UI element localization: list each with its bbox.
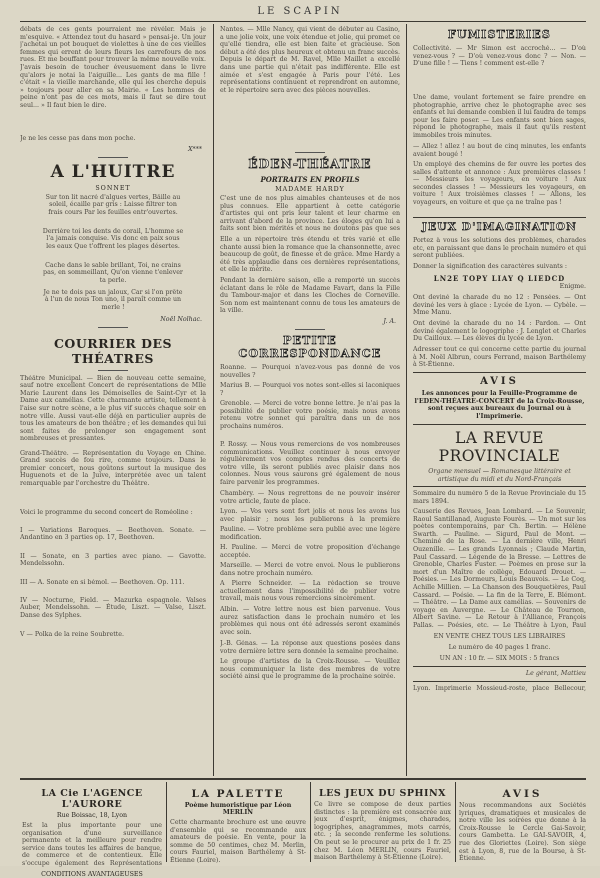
fumisteries-text: Collectivité. — Mr Simon est accroché... — D'où venez-vous ? — D'où venez-vous donc ? — Non. — D'une fille ! — Tiens ! comment est-elle ? bbox=[413, 45, 586, 68]
jeux-text: Ont deviné la charade du no 14 : Pardon. — Ont deviné également le logogriphe : J. Lenglet et Charles Du Cailloux. — Les élèves du lycée de Lyon. bbox=[413, 320, 586, 343]
correspondance-item: J.-B. Génas. — La réponse aux questions posées dans votre dernière lettre sera donnée la semaine prochaine. bbox=[220, 640, 400, 655]
middle-top-text: Nantes. — Mlle Nancy, qui vient de débuter au Casino, a une jolie voix, une voix étendue et jolie, qui promet ce qu'elle tiendra, elle est bien faite et gracieuse. Son début a été des plus heureux et obtenu un franc succès. Depuis le départ de M. Ravel, Mlle Maillet a excellé dans une partie qui n'était pas indifférente. Elle est aimée et s'est engagée à Paris pour l'été. Les représentations continuent et reprendront en automne, et le répertoire sera avec des pièces nouvelles. bbox=[220, 26, 400, 94]
ad-palette-title: LA PALETTE bbox=[191, 788, 285, 800]
correspondance-item: A Pierre Schneider. — La rédaction se trouve actuellement dans l'impossibilité de publier votre travail, mais nous vous remercions sincèrement. bbox=[220, 580, 400, 603]
poem-stanza: Je ne te dois pas un jaloux, Car si l'on prête à l'un de nous Ton uno, il paraît comme un merle ! bbox=[43, 288, 183, 311]
fumisteries-text: Une dame, voulant fortement se faire prendre en photographie, arrive chez le photographe avec ses enfants et lui demande combien il lui faudra de temps pour les faire poser. — Les enfants sont bien sages, répond le photographe, mais il faut qu'ils restent immobiles trois minutes. bbox=[413, 94, 586, 139]
ad-aurore-address: Rue Boissac, 18, Lyon bbox=[56, 812, 128, 819]
ad-aurore bbox=[22, 786, 162, 878]
ad-aurore-text: Est la plus importante pour une organisation d'une surveillance permanente et la meilleure pour rendre service dans toutes les affaires de banque, de commerce et de contentieux. Elle s'occupe également des Représentations bbox=[22, 822, 162, 867]
section-rule bbox=[413, 372, 586, 373]
intro-text: débats de ces gents pourraient me révéler. Mais je m'esquive. « Attendez tout du hasard » pensai-je. Un jour j'achetai un pot bouquet de violettes à une de ces vieilles femmes qui errent de leurs fleurs les carrefours de nos rues. Et me bouffant pour trouver la même nouvelle voix. J'avais besoin de toucher éveusuement dans le livre qu'alors je notai la l'aiguille... Les gants de ma fille ! c'était « la vieille marchande, elle qui les cherche depuis » toujours pour aller en sa Mairie. « Les hommes de peine n'ont pas de ces mots, mais il faut se dire tout seul... » Il faut bien le dire. bbox=[20, 26, 206, 109]
jeux-text: Portez à vous les solutions des problèmes, charades etc, en paraissant que dans le prochain numéro et qui seront publiées. bbox=[413, 237, 586, 260]
revue-subtitle: Organe mensuel — Romanesque littéraire et artistique du midi et du Nord-Français bbox=[428, 468, 571, 483]
correspondance-item: Grenoble. — Merci de votre bonne lettre. Je n'ai pas la possibilité de publier votre poésie, mais nous avons retenu votre sonnet qui paraîtra dans un de nos prochains numéros. bbox=[220, 400, 400, 430]
correspondance-item: Albin. — Votre lettre nous est bien parvenue. Vous aurez satisfaction dans le prochain numéro et les problèmes qui nous ont été adressés seront examinés avec soin. bbox=[220, 606, 400, 636]
jeux-text: Donner la signification des caractères suivants : bbox=[413, 263, 568, 270]
section-rule bbox=[413, 424, 586, 425]
eden-name: MADAME HARDY bbox=[275, 186, 345, 193]
poem-stanza: Derrière toi les dents de corail, L'homme se l'a jamais conquise. Vis donc en paix sous les eaux Que t'offrent les plages désertes. bbox=[42, 227, 184, 250]
correspondance-item: Roanne. — Pourquoi n'avez-vous pas donné de vos nouvelles ? bbox=[220, 364, 400, 379]
ad-avis-title: AVIS bbox=[502, 788, 543, 800]
running-title: LE SCAPIN bbox=[257, 6, 343, 17]
separator bbox=[98, 327, 128, 328]
poem-stanza: Cache dans le sable brillant, Toi, ne crains pas, en sommeillant, Qu'on vienne t'enlever ta perle. bbox=[43, 261, 183, 284]
correspondance-item: Lyon. — Vos vers sont fort jolis et nous les avons lus avec plaisir ; nous les publierons à la première bbox=[220, 508, 400, 523]
avis-title: AVIS bbox=[480, 376, 519, 387]
correspondance-item: Marseille. — Merci de votre envoi. Nous le publierons dans notre prochain numéro. bbox=[220, 562, 400, 577]
ad-divider bbox=[166, 782, 167, 862]
ad-sphinx-text: Ce livre se compose de deux parties distinctes : la première est consacrée aux jeux d'esprit, énigmes, charades, logogriphes, anagrammes, mots carrés, etc. ; la seconde renferme les solutions. On peut se le procurer au prix de 1 fr. 25 chez M. Léon MERLIN, cours Fauriel, maison Barthélemy à St-Étienne (Loire). bbox=[314, 801, 451, 862]
ad-sphinx bbox=[314, 786, 451, 865]
ad-avis bbox=[459, 786, 586, 866]
ad-divider bbox=[455, 782, 456, 862]
eden-signature: J. A. bbox=[383, 318, 396, 325]
correspondance-item: P. Rossy. — Nous vous remercions de vos nombreuses communications. Veuillez continuer à nous envoyer régulièrement vos comptes rendus des concerts de votre ville, ils seront publiés avec plaisir dans nos colonnes. Nous vous saurons gré également de nous faire parvenir les programmes. bbox=[220, 441, 400, 486]
imprint: Lyon. Imprimerie Mossieud-roste, place Bellecour, bbox=[413, 685, 586, 692]
revue-sale: EN VENTE CHEZ TOUS LES LIBRAIRES bbox=[433, 633, 566, 640]
separator bbox=[295, 329, 325, 330]
ad-aurore-footer: CONDITIONS AVANTAGEUSES bbox=[41, 871, 143, 878]
program-item: I — Variations Baroques. — Beethoven. Sonate. — Andantino en 3 parties op. 17, Beethoven. bbox=[20, 526, 206, 542]
section-rule bbox=[413, 681, 586, 682]
jeux-code-label: Énigme. bbox=[559, 283, 586, 290]
ad-sphinx-title: LES JEUX DU SPHINX bbox=[318, 788, 447, 799]
eden-paragraph: Pendant la dernière saison, elle a remporté un succès éclatant dans le rôle de Madame Favart, dans la Fille du Tambour-major et dans les Cloches de Corneville. Son nom est maintenant connu de tous les amateurs de la ville. bbox=[220, 277, 400, 315]
courrier-paragraph: Voici le programme du second concert de Roméoline : bbox=[20, 508, 193, 516]
correspondance-item: Marius B. — Pourquoi vos notes sont-elles si laconiques ? bbox=[220, 382, 400, 397]
jeux-code: LN2E TOPY LIAY Q LIEDCD bbox=[433, 274, 566, 283]
ads-top-rule bbox=[20, 778, 586, 780]
intro-end: Je ne les cesse pas dans mon poche. bbox=[20, 135, 136, 142]
poem-stanza: Sur ton lit nacré d'algues vertes, Bâille au soleil, écaille par gris : Laisse filtrer ton frais cours Par les feuilles entr'ouvertes. bbox=[45, 193, 181, 216]
jeux-title: JEUX D'IMAGINATION bbox=[421, 221, 578, 233]
fumisteries-text: Un employé des chemins de fer ouvre les portes des salles d'attente et annonce : Aux premières classes ! — Messieurs les voyageurs, en voiture ! Aux secondes classes ! — Messieurs les voyageurs, en voiture ! Aux troisièmes classes ! — Allons, les voyageurs, en voiture et que ça ne traîne pas ! bbox=[413, 161, 586, 206]
revue-text: Sommaire du numéro 5 de la Revue Provinciale du 15 mars 1894. bbox=[413, 490, 586, 505]
correspondance-item: Le groupe d'artistes de la Croix-Rousse. — Veuillez nous communiquer la liste des membres de votre société ainsi que le programme de la prochaine soirée. bbox=[220, 658, 400, 681]
poem-subtitle: SONNET bbox=[95, 184, 131, 192]
correspondance-title: PETITE CORRESPONDANCE bbox=[238, 334, 382, 360]
program-item: III — A. Sonate en si bémol. — Beethoven. Op. 111. bbox=[20, 578, 185, 586]
courrier-paragraph: Théâtre Municipal. — Bien de nouveau cette semaine, sauf notre excellent Concert de représentations de Mlle Marie Laurent dans les Démoiselles de Saint-Cyr et la Dame aux camélias. Cette charmante artiste, tellement à l'aise sur notre scène, a le plus vif succès chaque soir en notre ville. Aussi vaut-elle déjà en particulier auprès de tous les amateurs de bon théâtre ; et les demandes qui lui sont faites de prolonger son engagement sont nombreuses et pressantes. bbox=[20, 374, 206, 443]
separator bbox=[98, 370, 128, 371]
column-divider bbox=[213, 24, 214, 776]
column-middle bbox=[220, 26, 400, 684]
header-rule bbox=[20, 21, 586, 22]
eden-paragraph: C'est une de nos plus aimables chanteuses et de nos plus connues. Elle appartient à cette catégorie d'artistes qui ont pris leur talent et leur charme en arrivant d'abord de la province. Les éloges qu'on lui a faits sont bien mérités et nous ne doutons pas que ses bbox=[220, 195, 400, 233]
jeux-text: Ont deviné la charade du no 12 : Pensées. — Ont deviné les vers à glace : Lycée de Lyon. — Cybèle. — Mme Manu. bbox=[413, 294, 586, 317]
jeux-text: Adresser tout ce qui concerne cette partie du journal à M. Noël Albrun, cours Ferrand, maison Barthélemy à St-Étienne. bbox=[413, 346, 586, 369]
column-left bbox=[20, 26, 206, 642]
ad-palette-subtitle: Poème humoristique par Léon MERLIN bbox=[184, 802, 292, 816]
courrier-paragraph: Grand-Théâtre. — Représentation du Voyage en Chine. Grand succès de fou rire, comme toujours. Dans le premier concert, nous goûtons surtout la musique des Huguenots et de la Juive, interprétée avec un talent remarquable par l'orchestre du Théâtre. bbox=[20, 449, 206, 487]
revue-title: LA REVUE PROVINCIALE bbox=[438, 429, 561, 465]
ad-palette-text: Cette charmante brochure est une œuvre d'ensemble qui se recommande aux amateurs de poésie. En vente, pour la somme de 50 centimes, chez M. Merlin, cours Fauriel, maison Barthélemy à St-Étienne (Loire). bbox=[170, 819, 306, 864]
program-item: IV — Nocturne, Field. — Mazurka espagnole. Valses Auber, Mendelssohn. — Étude, Liszt. — Valse, Liszt. Danse des Sylphes. bbox=[20, 596, 206, 619]
ad-avis-text: Nous recommandons aux Sociétés lyriques, dramatiques et musicales de notre ville les soirées que donne à la Croix-Rousse le Cercle Gai-Savoir, cours Gambetta. Le GAI-SAVOIR, 4, rue des Gloriettes (Loire). Son siège est à Lyon, 8, rue de la Bourse, à St-Étienne. bbox=[459, 802, 586, 863]
program-item: V — Polka de la reine Soubrette. bbox=[20, 630, 124, 638]
column-divider bbox=[406, 24, 407, 776]
section-rule bbox=[413, 486, 586, 487]
intro-signature: X*** bbox=[188, 145, 202, 153]
revue-text: Causerie des Revues, Jean Lombard. — Le Souvenir, Raoul Santillanad, Auguste Fourès. — Un mot sur les poètes contemporains, par Ch. Bertin. — Hélène Swarth. — Pauline. — Sigurd, Paul de Mont. — Cheminé de la Rose. — La dernière ville, Henri Ouzenille. — Les grands Lyonnais ; Claude Martin, Paul Cassard. — Légende de la Bresse. — Lettres de Grenoble, Charles Fuster. — Poèmes en prose sur la mort d'un Maître de collège, Edouard Drouet. — Poésies. — Les Dormeurs, Louis Beauvois. — Le Coq, Achille Millien. — La Chanson des Bouquetières, Paul Cassard. — Poésie. — La fin de la Terre, E. Blémont. — Théâtre. — La Dame aux camélias. — Souvenirs de voyage en Auvergne. — Le Château de Tournon, Albert Savine. — Le Retour à l'Alliance, François Pallas. — Poésies, etc. — Le Théâtre à Lyon, Paul bbox=[413, 508, 586, 629]
ad-palette bbox=[170, 786, 306, 868]
revue-price: Le numéro de 40 pages 1 franc. bbox=[448, 644, 551, 651]
correspondance-item: Chambéry. — Nous regrettons de ne pouvoir insérer votre article, faute de place. bbox=[220, 490, 400, 505]
correspondance-item: Pauline. — Votre problème sera publié avec une légère modification. bbox=[220, 526, 400, 541]
poem-title: A L'HUITRE bbox=[50, 161, 176, 182]
poem-signature: Noël Nolhac. bbox=[160, 315, 202, 323]
eden-paragraph: Elle a un répertoire très étendu et très varié et elle chante aussi bien la romance que la chansonnette, avec beaucoup de goût, de finesse et de grâce. Mme Hardy a été très applaudie dans ces dernières représentations, et elle le mérite. bbox=[220, 236, 400, 274]
eden-title: ÉDEN-THÉATRE bbox=[248, 157, 372, 171]
courrier-title: COURRIER DES THÉATRES bbox=[53, 335, 173, 366]
fumisteries-text: — Allez ! allez ! au bout de cinq minutes, les enfants avaient bougé ! bbox=[413, 143, 586, 158]
section-rule bbox=[413, 217, 586, 218]
column-right bbox=[413, 26, 586, 696]
revue-subscription: UN AN : 10 fr. — SIX MOIS : 5 francs bbox=[439, 655, 560, 662]
separator bbox=[98, 157, 128, 158]
separator bbox=[295, 152, 325, 153]
ad-aurore-title: LA Cie L'AGENCE L'AURORE bbox=[41, 788, 143, 810]
avis-text: Les annonces pour la Feuille-Programme de l'EDEN-THÉATRE-CONCERT de la Croix-Rousse, sont reçues aux bureaux du Journal ou à l'Imprimerie. bbox=[414, 390, 585, 420]
eden-subtitle: PORTRAITS EN PROFILS bbox=[260, 175, 360, 184]
program-item: II — Sonate, en 3 parties avec piano. — Gavotte. Mendelssohn. bbox=[20, 552, 206, 568]
revue-signature: Le gérant, Mattieu bbox=[525, 670, 586, 677]
section-rule bbox=[413, 666, 586, 667]
correspondance-item: H. Pauline. — Merci de votre proposition d'échange acceptée. bbox=[220, 544, 400, 559]
ad-divider bbox=[310, 782, 311, 862]
fumisteries-title: FUMISTERIES bbox=[447, 28, 552, 41]
